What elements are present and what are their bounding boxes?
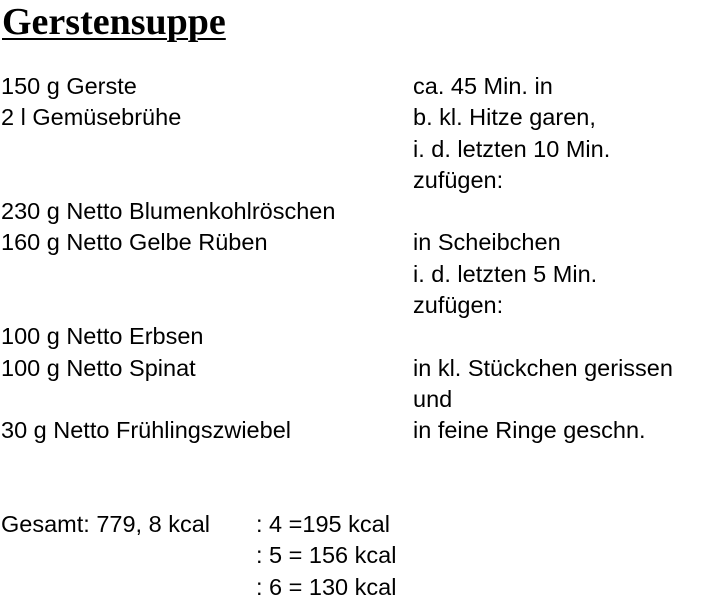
instruction-text: zufügen: xyxy=(413,292,504,319)
ingredient-row xyxy=(0,415,710,446)
ingredient-text: 160 g Netto Gelbe Rüben xyxy=(1,229,268,256)
ingredient-row xyxy=(0,227,710,258)
portion-calories: : 4 =195 kcal xyxy=(256,511,390,538)
ingredient-text: 100 g Netto Erbsen xyxy=(1,323,204,350)
ingredient-row xyxy=(0,102,710,133)
portion-calories: : 5 = 156 kcal xyxy=(256,542,397,569)
instruction-text: in feine Ringe geschn. xyxy=(413,417,646,444)
ingredient-row xyxy=(0,384,710,415)
portion-calories: : 6 = 130 kcal xyxy=(256,573,397,600)
ingredient-text: 30 g Netto Frühlingszwiebel xyxy=(1,417,291,444)
ingredient-text: 230 g Netto Blumenkohlröschen xyxy=(1,198,336,225)
calorie-totals xyxy=(0,509,710,603)
instruction-text: zufügen: xyxy=(413,166,504,193)
ingredient-text: 100 g Netto Spinat xyxy=(1,354,196,381)
instruction-text: ca. 45 Min. in xyxy=(413,73,553,99)
portion-list xyxy=(256,509,396,603)
recipe-body xyxy=(0,71,710,603)
ingredient-row xyxy=(0,71,710,102)
ingredient-row xyxy=(0,165,710,196)
instruction-text: b. kl. Hitze garen, xyxy=(413,104,596,131)
ingredient-row xyxy=(0,259,710,290)
ingredient-row xyxy=(0,196,710,227)
instruction-text: i. d. letzten 10 Min. xyxy=(413,135,611,162)
total-calories: Gesamt: 779, 8 kcal xyxy=(1,511,210,538)
ingredient-text: 2 l Gemüsebrühe xyxy=(1,104,182,131)
recipe-title: Gerstensuppe xyxy=(2,1,226,43)
ingredient-row xyxy=(0,134,710,165)
instruction-text: i. d. letzten 5 Min. xyxy=(413,260,598,287)
spacer xyxy=(0,447,710,510)
instruction-text: in Scheibchen xyxy=(413,229,561,256)
ingredient-row xyxy=(0,290,710,321)
ingredient-row xyxy=(0,353,710,384)
ingredient-row xyxy=(0,321,710,352)
ingredient-text: 150 g Gerste xyxy=(1,73,137,99)
instruction-text: und xyxy=(413,385,453,412)
instruction-text: in kl. Stückchen gerissen xyxy=(413,354,673,381)
